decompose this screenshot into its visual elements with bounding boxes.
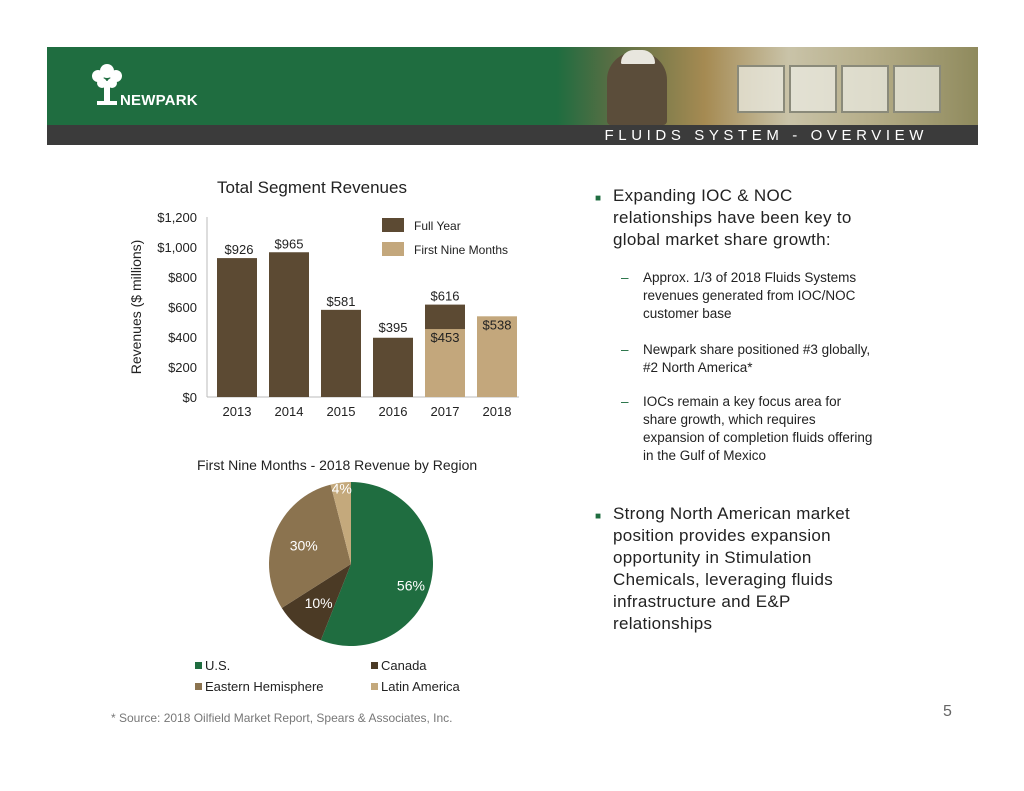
bullet-square-icon: ■ (595, 193, 602, 204)
y-tick-label: $0 (182, 390, 197, 405)
tote-tank (789, 65, 837, 113)
data-label-2016: $395 (378, 319, 408, 335)
data-label-2015: $581 (326, 293, 356, 309)
legend-item-us: U.S. (195, 658, 230, 673)
x-tick-label: 2014 (274, 404, 304, 419)
footnote: * Source: 2018 Oilfield Market Report, Spears & Associates, Inc. (111, 711, 453, 725)
title-strip (47, 125, 978, 145)
legend-swatch (371, 662, 378, 669)
slide (47, 47, 978, 744)
sub-bullet-ioc-focus: – IOCs remain a key focus area for share growth, which requires expansion of completion fluids offering in the Gulf of Mexico (621, 394, 873, 463)
data-label-2013: $926 (224, 242, 254, 258)
x-tick-label: 2015 (326, 404, 356, 419)
brand-name: NEWPARK (120, 92, 198, 109)
region-chart-title: First Nine Months - 2018 Revenue by Region (197, 457, 478, 473)
legend-swatch-full-year (382, 218, 404, 232)
slide-title: FLUIDS SYSTEM - OVERVIEW (604, 127, 928, 144)
legend-label-first-nine-months: First Nine Months (414, 243, 509, 257)
x-tick-label: 2013 (222, 404, 252, 419)
header-banner (47, 47, 978, 145)
pie-label-canada: 10% (304, 595, 333, 612)
y-tick-label: $1,200 (157, 210, 197, 225)
y-tick-label: $1,000 (157, 240, 197, 255)
tote-tank (893, 65, 941, 113)
data-label-2014: $965 (274, 236, 304, 252)
tote-tank (841, 65, 889, 113)
bar-full-year-2013 (217, 258, 257, 397)
legend-swatch-first-nine-months (382, 242, 404, 256)
x-tick-label: 2017 (430, 404, 460, 419)
y-tick-label: $200 (168, 360, 197, 375)
dash-icon: – (621, 394, 629, 409)
bullet-square-icon: ■ (595, 511, 602, 522)
dash-icon: – (621, 342, 629, 357)
bar-full-year-2015 (321, 310, 361, 397)
y-tick-label: $800 (168, 270, 197, 285)
sub-bullet-market-position: – Newpark share positioned #3 globally, #2 North America* (621, 342, 871, 375)
bullet-north-america: ■ Strong North American market position provides expansion opportunity in Stimulation Chemicals, leveraging fluids infrastructure and E&P relationships (595, 504, 851, 633)
bullet-ioc-noc: ■ Expanding IOC & NOC relationships have been key to global market share growth: (595, 186, 852, 249)
dash-icon: – (621, 270, 629, 285)
pie-label-eastern-hemisphere: 30% (289, 537, 318, 554)
legend-item-latin-america: Latin America (371, 679, 460, 694)
legend-swatch (195, 683, 202, 690)
legend-swatch (195, 662, 202, 669)
pie-label-u-s: 56% (396, 577, 425, 594)
legend-item-eastern-hemisphere: Eastern Hemisphere (195, 679, 324, 694)
data-label-2017-nine-months: $453 (430, 330, 460, 346)
legend-swatch (371, 683, 378, 690)
sub-bullet-ioc-share: – Approx. 1/3 of 2018 Fluids Systems revenues generated from IOC/NOC customer base (621, 270, 857, 321)
y-tick-label: $600 (168, 300, 197, 315)
tote-tank (737, 65, 785, 113)
legend-label-full-year: Full Year (414, 219, 461, 233)
region-pie-chart (247, 479, 467, 659)
legend-item-canada: Canada (371, 658, 427, 673)
y-axis-label: Revenues ($ millions) (128, 239, 144, 375)
x-tick-label: 2018 (482, 404, 512, 419)
x-tick-label: 2016 (378, 404, 408, 419)
data-label-2017-full-year: $616 (430, 288, 460, 304)
revenue-bar-chart (127, 202, 527, 432)
hard-hat (621, 50, 655, 64)
pie-label-latin-america: 4% (331, 480, 352, 497)
data-label-2018-nine-months: $538 (482, 317, 512, 333)
bar-full-year-2016 (373, 338, 413, 397)
bar-full-year-2014 (269, 252, 309, 397)
page-number: 5 (943, 703, 952, 720)
y-tick-label: $400 (168, 330, 197, 345)
revenue-chart-title: Total Segment Revenues (217, 178, 407, 197)
